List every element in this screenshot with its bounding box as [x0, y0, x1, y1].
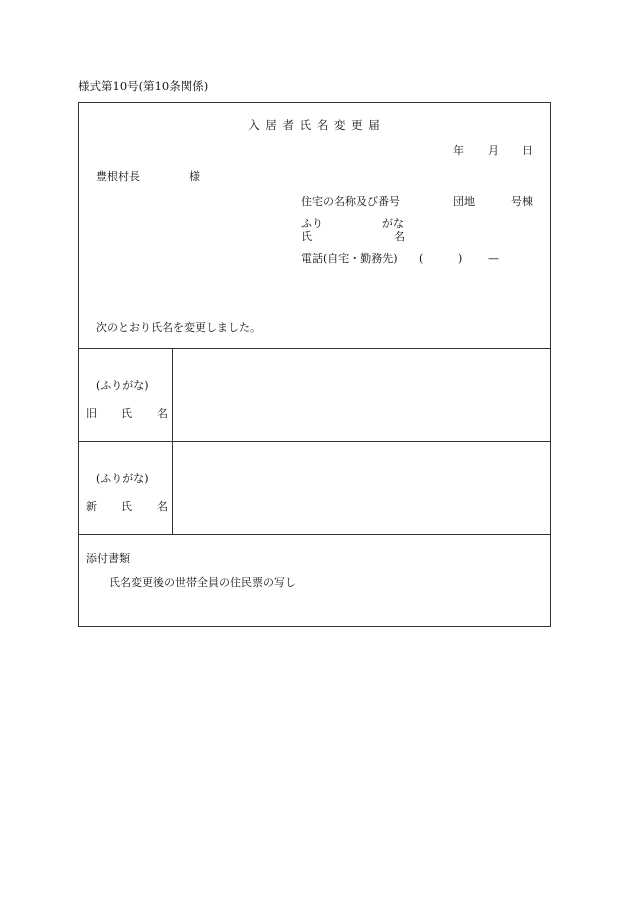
- housing-label: 住宅の名称及び番号: [301, 195, 400, 208]
- danchi-label: 団地: [453, 195, 475, 208]
- furigana-furi: ふり: [301, 217, 323, 230]
- new-name-value-field[interactable]: [174, 443, 550, 533]
- statement: 次のとおり氏名を変更しました。: [96, 321, 261, 334]
- new-name-label-3: 名: [157, 500, 168, 513]
- divider-3: [79, 534, 550, 535]
- form-box: [78, 102, 551, 627]
- addressee-suffix: 様: [189, 170, 200, 183]
- phone-label: 電話(自宅・勤務先): [301, 252, 398, 265]
- gotou-label: 号棟: [511, 195, 533, 208]
- old-name-label-2: 氏: [121, 407, 132, 420]
- date-year-label: 年: [453, 144, 464, 157]
- addressee-name: 豊根村長: [96, 170, 140, 183]
- form-number: 様式第10号(第10条関係): [78, 79, 209, 93]
- old-name-furigana-label: (ふりがな): [96, 379, 149, 392]
- phone-open-paren: (: [419, 252, 424, 265]
- new-name-furigana-label: (ふりがな): [96, 472, 149, 485]
- name-mei: 名: [394, 230, 405, 243]
- column-divider: [172, 348, 173, 534]
- divider-1: [79, 348, 550, 349]
- date-month-label: 月: [488, 144, 499, 157]
- attachments-item: 氏名変更後の世帯全員の住民票の写し: [109, 576, 296, 589]
- date-day-label: 日: [522, 144, 533, 157]
- form-title: 入 居 者 氏 名 変 更 届: [248, 118, 381, 132]
- old-name-label-3: 名: [157, 407, 168, 420]
- divider-2: [79, 441, 550, 442]
- phone-close-paren: ): [458, 252, 463, 265]
- attachments-label: 添付書類: [86, 552, 130, 565]
- phone-dash: —: [488, 252, 499, 265]
- new-name-label-2: 氏: [121, 500, 132, 513]
- name-shi: 氏: [301, 230, 312, 243]
- old-name-label-1: 旧: [86, 407, 97, 420]
- new-name-label-1: 新: [86, 500, 97, 513]
- old-name-value-field[interactable]: [174, 350, 550, 440]
- furigana-gana: がな: [382, 217, 404, 230]
